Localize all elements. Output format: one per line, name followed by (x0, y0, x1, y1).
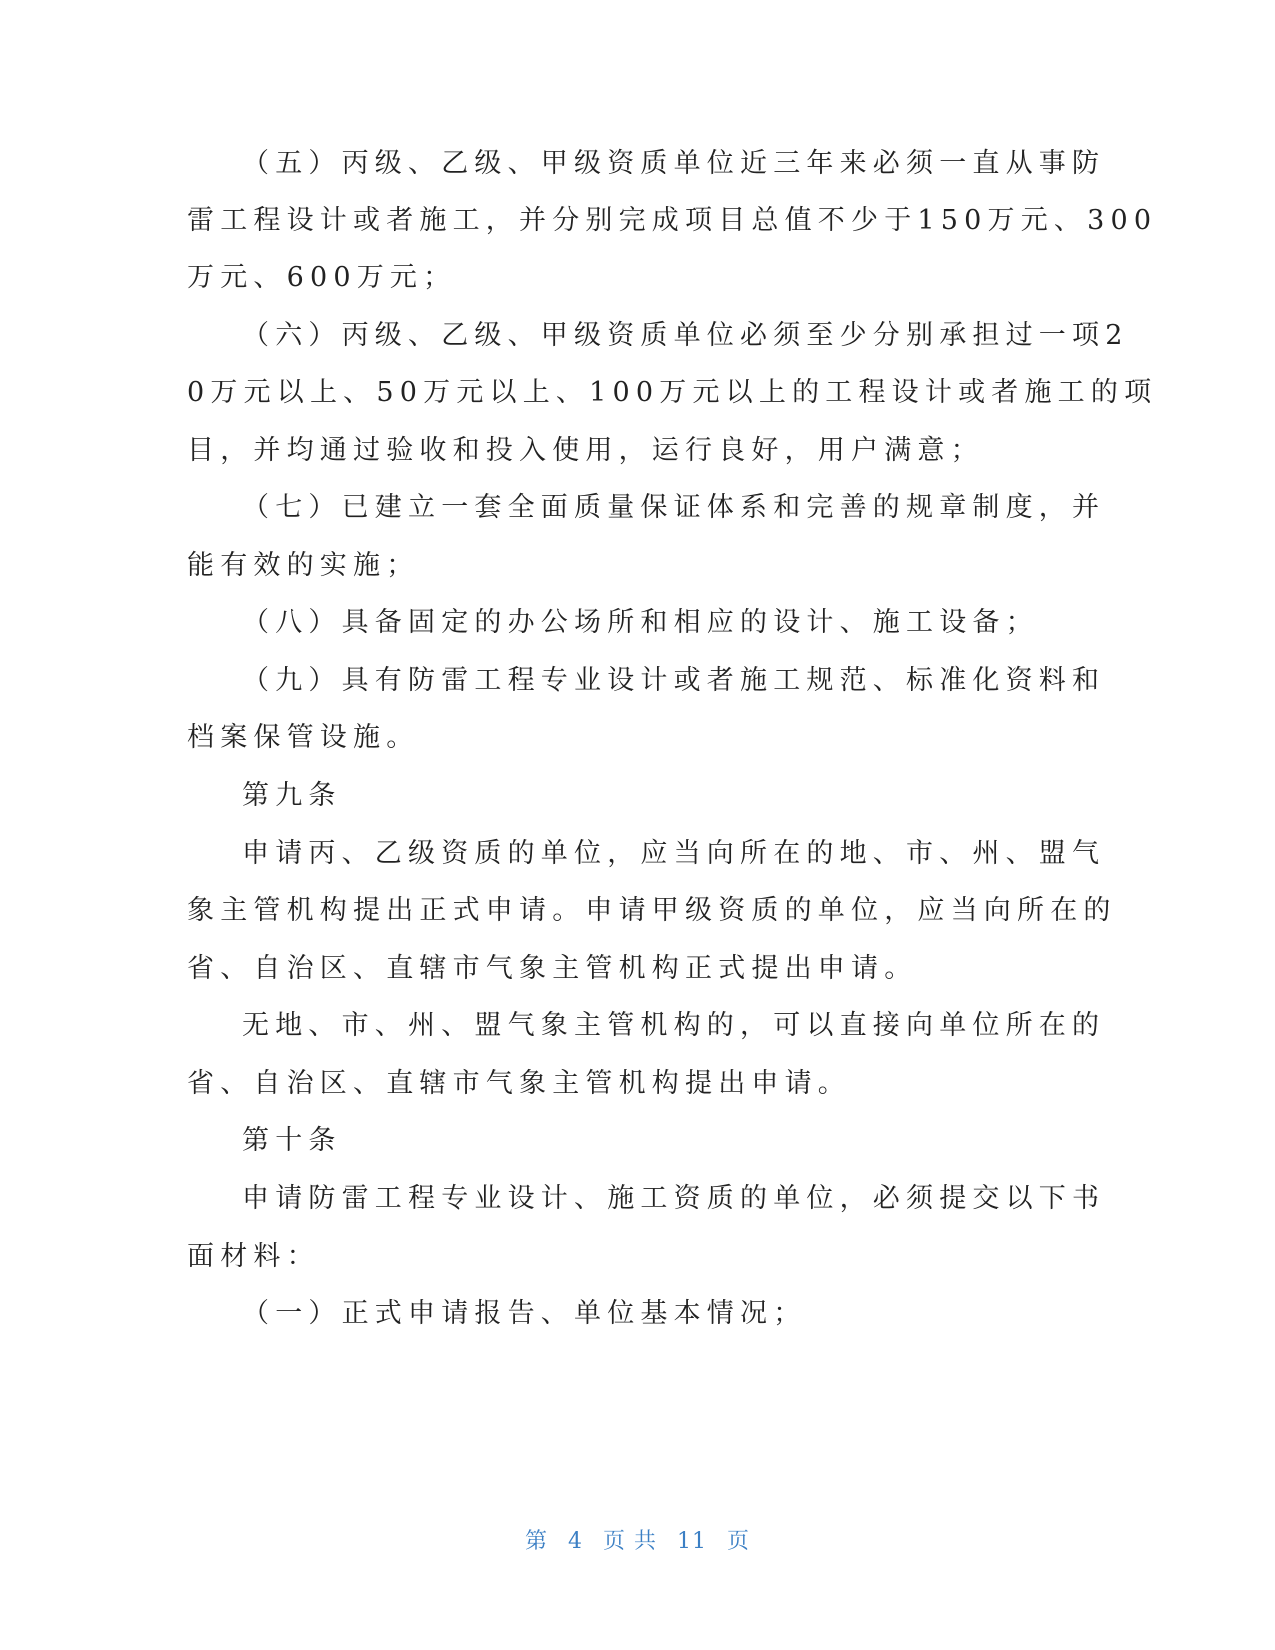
text-line: （八）具备固定的办公场所和相应的设计、施工设备； (242, 607, 1039, 638)
text-line: 申请防雷工程专业设计、施工资质的单位，必须提交以下书 (242, 1183, 1106, 1214)
text-line: 象主管机构提出正式申请。申请甲级资质的单位，应当向所在的 (187, 895, 1117, 926)
text-line: 雷工程设计或者施工，并分别完成项目总值不少于150万元、300 (187, 205, 1158, 236)
text-line: 无地、市、州、盟气象主管机构的，可以直接向单位所在的 (242, 1010, 1106, 1041)
page-footer (0, 1527, 1275, 1557)
text-line: （九）具有防雷工程专业设计或者施工规范、标准化资料和 (242, 665, 1106, 696)
text-line: 目，并均通过验收和投入使用，运行良好，用户满意； (187, 435, 984, 466)
text-line: 0万元以上、50万元以上、100万元以上的工程设计或者施工的项 (187, 377, 1158, 408)
current-page-number: 4 (568, 1529, 583, 1554)
text-line: 能有效的实施； (187, 550, 420, 581)
text-line: 面材料： (187, 1241, 320, 1272)
article-heading: 第九条 (242, 780, 342, 811)
footer-prefix: 第 (524, 1529, 548, 1554)
text-line: （五）丙级、乙级、甲级资质单位近三年来必须一直从事防 (242, 148, 1106, 179)
text-line: 省、自治区、直辖市气象主管机构正式提出申请。 (187, 953, 918, 984)
article-heading: 第十条 (242, 1125, 342, 1156)
footer-middle: 页 共 (603, 1529, 657, 1554)
total-pages-number: 11 (677, 1529, 707, 1554)
text-line: 万元、600万元； (187, 262, 457, 293)
text-line: 申请丙、乙级资质的单位，应当向所在的地、市、州、盟气 (242, 838, 1106, 869)
text-line: （七）已建立一套全面质量保证体系和完善的规章制度，并 (242, 492, 1106, 523)
text-line: 档案保管设施。 (187, 722, 420, 753)
footer-suffix: 页 (727, 1529, 751, 1554)
text-line: （六）丙级、乙级、甲级资质单位必须至少分别承担过一项2 (242, 320, 1129, 351)
text-line: 省、自治区、直辖市气象主管机构提出申请。 (187, 1068, 851, 1099)
text-line: （一）正式申请报告、单位基本情况； (242, 1298, 807, 1329)
